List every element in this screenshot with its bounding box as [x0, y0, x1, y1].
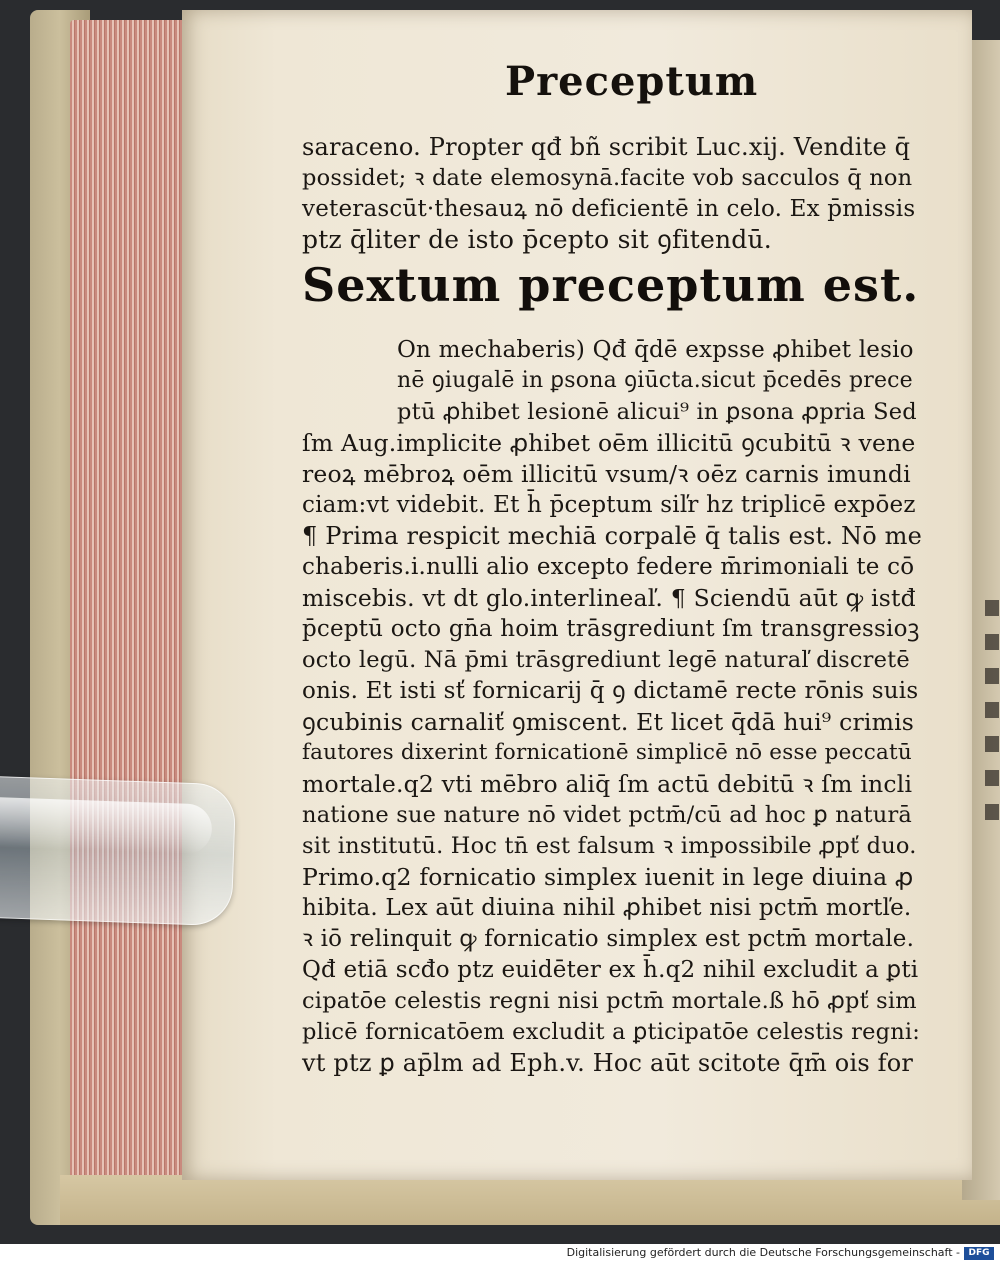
funding-credit: Digitalisierung gefördert durch die Deutsche Forschungsgemeinschaft -	[566, 1246, 960, 1259]
text-line: hibita. Lex aūt diuina nihil ꝓhibet nisi pctm̄ mortľe.	[302, 895, 912, 921]
running-head: Preceptum	[505, 58, 759, 105]
text-line: ſm Aug.implicite ꝓhibet oēm illicitū ꝯcubitū ꝛ vene	[302, 429, 916, 457]
text-line: fautores dixerint fornicationē simplicē nō esse peccatū	[302, 740, 912, 765]
text-line: Primo.q2 fornicatio simplex iuenit in lege diuina ꝓ	[302, 863, 914, 891]
facing-page-text	[985, 600, 999, 820]
page-edges	[70, 20, 190, 1200]
clip-highlight	[0, 797, 213, 855]
text-line: miscebis. vt dt glo.interlineaľ. ¶ Sciendū aūt ꝙ istđ	[302, 584, 916, 612]
text-line: onis. Et isti sť fornicarij q̄ ꝯ dictamē recte rōnis suis	[302, 678, 919, 704]
dfg-logo: DFG	[964, 1247, 994, 1260]
text-line: ¶ Prima respicit mechiā corpalē q̄ talis est. Nō me	[302, 522, 923, 550]
text-line: saraceno. Propter qđ bñ scribit Luc.xij. Vendite q̄	[302, 133, 911, 161]
section-heading: Sextum preceptum est.	[302, 258, 920, 312]
text-line: mortale.q2 vti mēbro aliq̄ ſm actū debitū ꝛ ſm incli	[302, 770, 913, 798]
lower-page-edge	[60, 1175, 1000, 1225]
text-line: chaberis.i.nulli alio excepto federe m̄rimoniali te cō	[302, 554, 915, 580]
text-line: On mechaberis) Qđ q̄dē expsse ꝓhibet lesio	[397, 337, 914, 363]
footer-bar	[0, 1244, 1000, 1264]
text-line: cipatōe celestis regni nisi pctm̄ mortale.ß hō ꝓpť sim	[302, 988, 917, 1014]
text-line: ptū ꝓhibet lesionē alicui⁹ in ꝑsona ꝓpria Sed	[397, 399, 917, 425]
text-line: p̄ceptū octo gn̄a hoim trāsgrediunt ſm transgressioꝫ	[302, 616, 920, 642]
text-line: ciam:vt videbit. Et h̄ p̄ceptum siľr hz triplicē expōez	[302, 492, 916, 518]
text-line: natione sue nature nō videt pctm̄/cū ad hoc ꝑ naturā	[302, 802, 913, 828]
text-line: nē ꝯiugalē in ꝑsona ꝯiūcta.sicut p̄cedēs prece	[397, 368, 913, 393]
transparent-page-clip	[0, 776, 236, 927]
text-line: ꝛ iō relinquit ꝙ fornicatio simplex est pctm̄ mortale.	[302, 926, 915, 952]
text-line: Qđ etiā scđo ptz euidēter ex h̄.q2 nihil excludit a ꝑti	[302, 957, 919, 983]
text-line: reoꝝ mēbroꝝ oēm illicitū vsum/ꝛ oēz carnis imundi	[302, 460, 911, 488]
text-line: ptz q̄liter de isto p̄cepto sit ꝯfitendū.	[302, 225, 772, 254]
text-line: octo legū. Nā p̄mi trāsgrediunt legē naturaľ discretē	[302, 647, 910, 673]
text-line: ꝯcubinis carnaliť ꝯmiscent. Et licet q̄dā hui⁹ crimis	[302, 708, 915, 736]
text-line: possidet; ꝛ date elemosynā.facite vob sacculos q̄ non	[302, 165, 913, 191]
text-line: vt ptz ꝑ ap̄lm ad Eph.v. Hoc aūt scitote q̄m̄ ois for	[302, 1049, 914, 1077]
text-line: veterascūt·thesauꝝ nō deficientē in celo. Ex p̄missis	[302, 196, 916, 222]
text-line: plicē fornicatōem excludit a ꝑticipatōe celestis regni:	[302, 1019, 921, 1045]
text-line: sit institutū. Hoc tn̄ est falsum ꝛ impossibile ꝓpť duo.	[302, 833, 917, 859]
